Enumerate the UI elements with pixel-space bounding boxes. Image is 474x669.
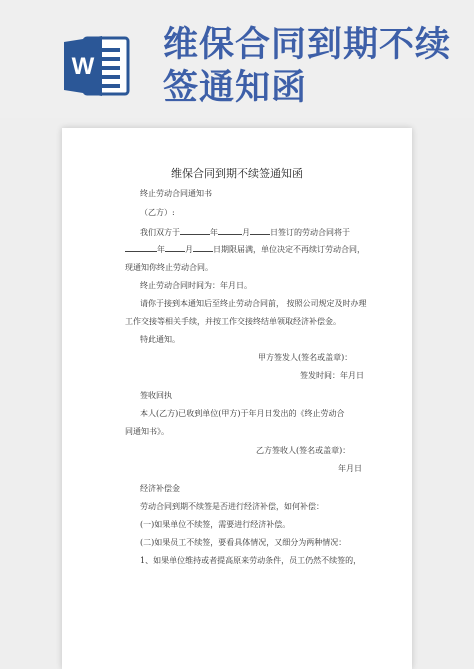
paragraph-line: 请你于接到本通知后至终止劳动合同前， 按照公司规定及时办理	[140, 299, 367, 308]
paragraph-line: 劳动合同到期不续签是否进行经济补偿，如何补偿：	[140, 502, 324, 511]
word-document-icon	[62, 30, 132, 100]
party-b-label: （乙方）:	[140, 208, 175, 217]
page-title	[163, 24, 463, 110]
page-title-line-2: 签通知函	[163, 68, 308, 108]
compensation-title: 经济补偿金	[140, 484, 180, 493]
paragraph-line: 年 月 日期限届满，单位决定不再续订劳动合同，	[125, 243, 365, 255]
party-a-signature: 甲方签发人(签名或盖章)：	[258, 353, 353, 362]
word-icon-letter: W	[71, 53, 95, 80]
paragraph-line: 我们双方于 年 月 日签订的劳动合同将于	[140, 228, 350, 237]
paragraph-line: 现通知你终止劳动合同。	[125, 263, 213, 272]
page-title-line-1: 维保合同到期不续	[163, 25, 452, 65]
paragraph-line: 终止劳动合同时间为：年月日。	[140, 281, 252, 290]
paragraph-line: 同通知书》。	[125, 427, 169, 436]
document-subtitle: 终止劳动合同通知书	[140, 189, 212, 198]
issue-date: 签发时间：年月日	[300, 371, 364, 380]
paragraph-line: 特此通知。	[140, 335, 180, 344]
document-page	[62, 128, 412, 669]
receipt-title: 签收回执	[140, 391, 172, 400]
paragraph-line: 1、如果单位维持或者提高原来劳动条件，员工仍然不续签的，	[140, 556, 362, 565]
paragraph-line: (一)如果单位不续签，需要进行经济补偿。	[140, 520, 291, 529]
document-title: 维保合同到期不续签通知函	[171, 167, 303, 180]
paragraph-line: 本人(乙方)已收到单位(甲方)于年月日发出的《终止劳动合	[140, 409, 345, 418]
receipt-date: 年月日	[338, 464, 362, 473]
paragraph-line: (二)如果员工不续签，要看具体情况，又细分为两种情况：	[140, 538, 347, 547]
paragraph-line: 工作交接等相关手续，并按工作交接终结单领取经济补偿金。	[125, 317, 341, 326]
party-b-signature: 乙方签收人(签名或盖章)：	[256, 446, 351, 455]
